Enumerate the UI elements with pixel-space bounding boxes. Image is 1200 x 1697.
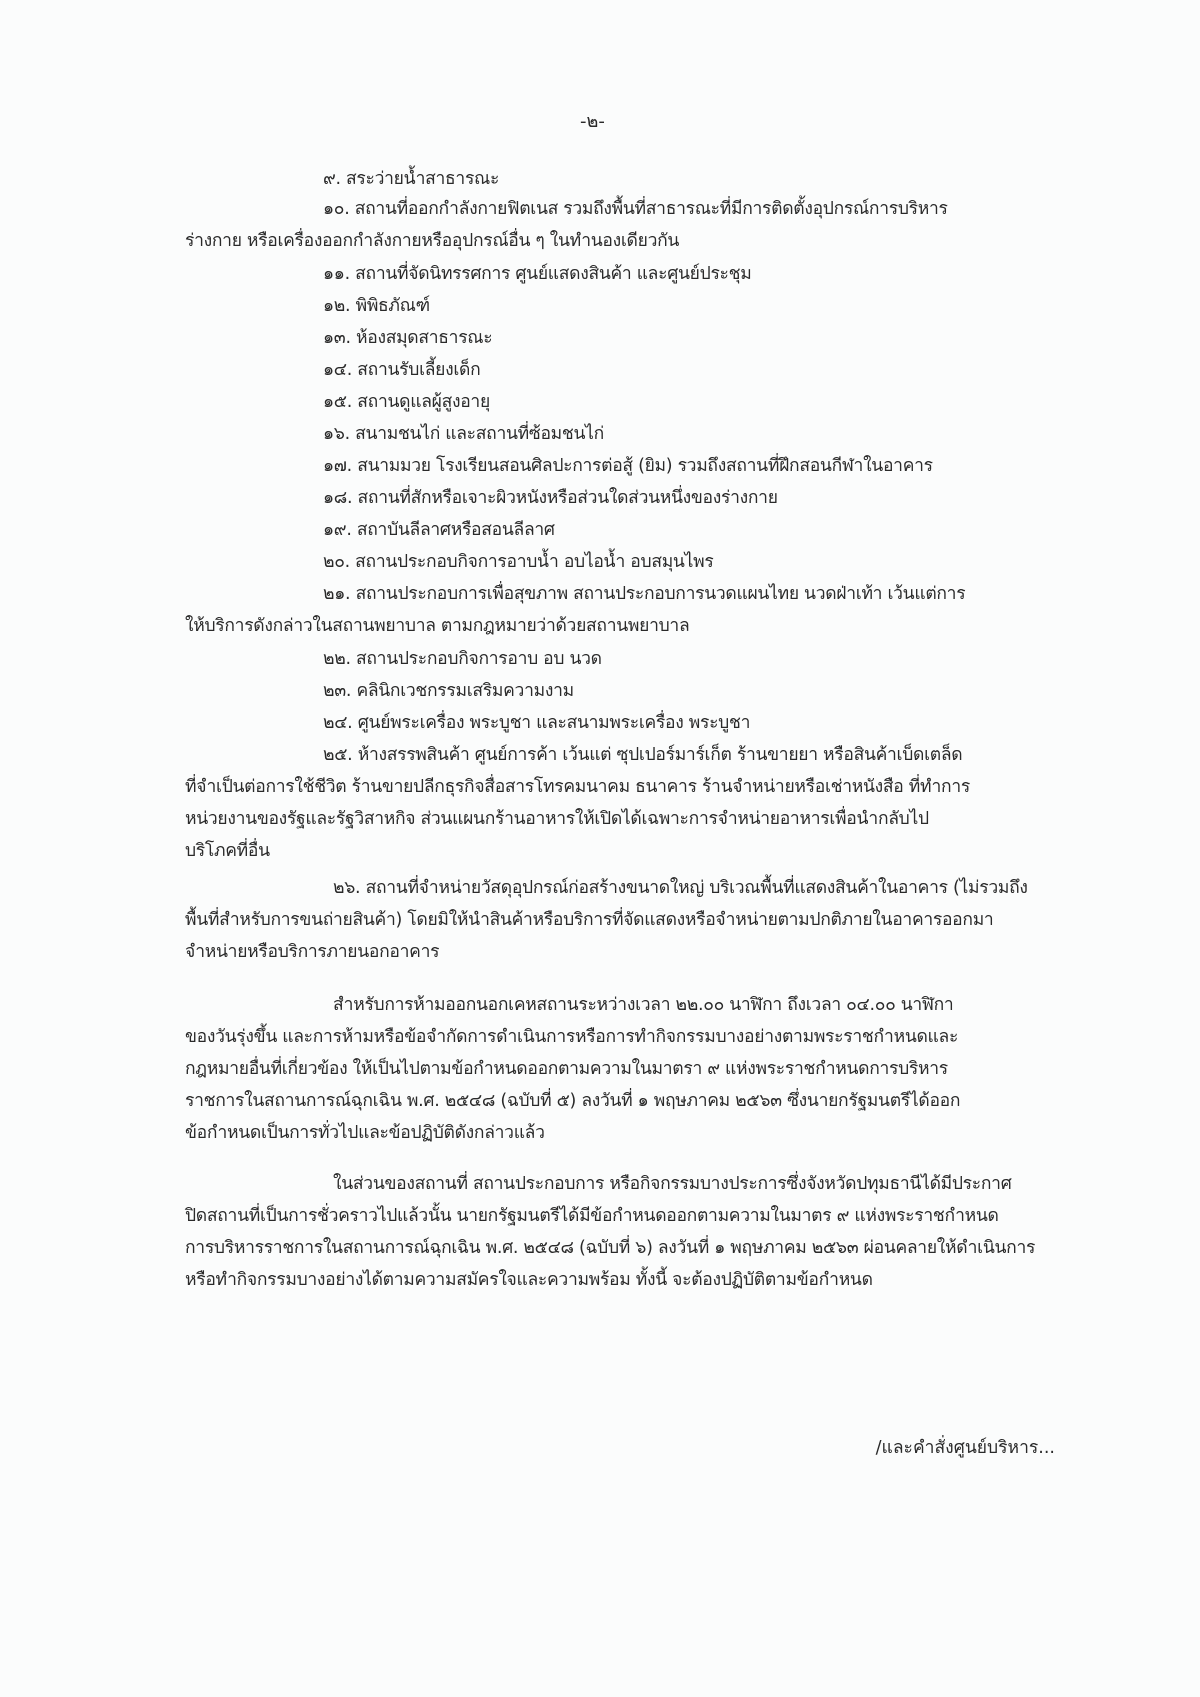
list-item-continuation: หน่วยงานของรัฐและรัฐวิสาหกิจ ส่วนแผนกร้านอาหารให้เปิดได้เฉพาะการจำหน่ายอาหารเพื่อนำกลับไป bbox=[185, 809, 929, 829]
list-item-continuation: ให้บริการดังกล่าวในสถานพยาบาล ตามกฎหมายว่าด้วยสถานพยาบาล bbox=[185, 616, 690, 636]
list-item: ๑๑. สถานที่จัดนิทรรศการ ศูนย์แสดงสินค้า และศูนย์ประชุม bbox=[323, 264, 752, 284]
paragraph-line: ข้อกำหนดเป็นการทั่วไปและข้อปฏิบัติดังกล่าวแล้ว bbox=[185, 1123, 545, 1143]
paragraph-line: สำหรับการห้ามออกนอกเคหสถานระหว่างเวลา ๒๒.๐๐ นาฬิกา ถึงเวลา ๐๔.๐๐ นาฬิกา bbox=[333, 995, 954, 1015]
list-item: ๙. สระว่ายน้ำสาธารณะ bbox=[323, 169, 500, 189]
paragraph-line: ในส่วนของสถานที่ สถานประกอบการ หรือกิจกรรมบางประการซึ่งจังหวัดปทุมธานีได้มีประกาศ bbox=[333, 1174, 1012, 1194]
list-item: ๑๘. สถานที่สักหรือเจาะผิวหนังหรือส่วนใดส่วนหนึ่งของร่างกาย bbox=[323, 488, 778, 508]
continuation-note: /และคำสั่งศูนย์บริหาร... bbox=[875, 1438, 1055, 1458]
list-item: ๒๒. สถานประกอบกิจการอาบ อบ นวด bbox=[323, 649, 602, 669]
list-item: ๑๕. สถานดูแลผู้สูงอายุ bbox=[323, 392, 490, 412]
paragraph-line: กฎหมายอื่นที่เกี่ยวข้อง ให้เป็นไปตามข้อกำหนดออกตามความในมาตรา ๙ แห่งพระราชกำหนดการบริหาร bbox=[185, 1059, 948, 1079]
list-item: ๑๙. สถาบันลีลาศหรือสอนลีลาศ bbox=[323, 520, 555, 540]
paragraph-line: ราชการในสถานการณ์ฉุกเฉิน พ.ศ. ๒๕๔๘ (ฉบับที่ ๕) ลงวันที่ ๑ พฤษภาคม ๒๕๖๓ ซึ่งนายกรัฐมนตรีได้ออก bbox=[185, 1091, 961, 1111]
list-item: ๒๓. คลินิกเวชกรรมเสริมความงาม bbox=[323, 681, 574, 701]
list-item-continuation: บริโภคที่อื่น bbox=[185, 841, 270, 861]
paragraph-line: ของวันรุ่งขึ้น และการห้ามหรือข้อจำกัดการดำเนินการหรือการทำกิจกรรมบางอย่างตามพระราชกำหนดและ bbox=[185, 1027, 959, 1047]
list-item: ๑๔. สถานรับเลี้ยงเด็ก bbox=[323, 360, 481, 380]
page-number: -๒- bbox=[580, 111, 605, 132]
paragraph-line: ปิดสถานที่เป็นการชั่วคราวไปแล้วนั้น นายกรัฐมนตรีได้มีข้อกำหนดออกตามความในมาตร ๙ แห่งพระราชกำหนด bbox=[185, 1206, 999, 1226]
list-item: ๒๖. สถานที่จำหน่ายวัสดุอุปกรณ์ก่อสร้างขนาดใหญ่ บริเวณพื้นที่แสดงสินค้าในอาคาร (ไม่รวมถึง bbox=[333, 878, 1028, 898]
list-item: ๒๑. สถานประกอบการเพื่อสุขภาพ สถานประกอบการนวดแผนไทย นวดฝ่าเท้า เว้นแต่การ bbox=[323, 584, 966, 604]
list-item: ๒๐. สถานประกอบกิจการอาบน้ำ อบไอน้ำ อบสมุนไพร bbox=[323, 552, 714, 572]
paragraph-line: การบริหารราชการในสถานการณ์ฉุกเฉิน พ.ศ. ๒๕๔๘ (ฉบับที่ ๖) ลงวันที่ ๑ พฤษภาคม ๒๕๖๓ ผ่อนคลายให้ดำเนินการ bbox=[185, 1238, 1036, 1258]
paragraph-line: หรือทำกิจกรรมบางอย่างได้ตามความสมัครใจและความพร้อม ทั้งนี้ จะต้องปฏิบัติตามข้อกำหนด bbox=[185, 1270, 873, 1290]
list-item-continuation: ร่างกาย หรือเครื่องออกกำลังกายหรืออุปกรณ์อื่น ๆ ในทำนองเดียวกัน bbox=[185, 231, 680, 251]
list-item: ๑๖. สนามชนไก่ และสถานที่ซ้อมชนไก่ bbox=[323, 424, 604, 444]
list-item: ๑๐. สถานที่ออกกำลังกายฟิตเนส รวมถึงพื้นที่สาธารณะที่มีการติดตั้งอุปกรณ์การบริหาร bbox=[323, 199, 948, 219]
list-item: ๒๕. ห้างสรรพสินค้า ศูนย์การค้า เว้นแต่ ซุปเปอร์มาร์เก็ต ร้านขายยา หรือสินค้าเบ็ดเตล็ด bbox=[323, 745, 963, 765]
list-item: ๑๓. ห้องสมุดสาธารณะ bbox=[323, 328, 493, 348]
list-item: ๑๗. สนามมวย โรงเรียนสอนศิลปะการต่อสู้ (ยิม) รวมถึงสถานที่ฝึกสอนกีฬาในอาคาร bbox=[323, 456, 933, 476]
list-item-continuation: ที่จำเป็นต่อการใช้ชีวิต ร้านขายปลีกธุรกิจสื่อสารโทรคมนาคม ธนาคาร ร้านจำหน่ายหรือเช่าหนังสือ ที่ทำการ bbox=[185, 777, 970, 797]
list-item: ๑๒. พิพิธภัณฑ์ bbox=[323, 296, 430, 316]
list-item-continuation: จำหน่ายหรือบริการภายนอกอาคาร bbox=[185, 942, 440, 962]
list-item: ๒๔. ศูนย์พระเครื่อง พระบูชา และสนามพระเครื่อง พระบูชา bbox=[323, 713, 751, 733]
list-item-continuation: พื้นที่สำหรับการขนถ่ายสินค้า) โดยมิให้นำสินค้าหรือบริการที่จัดแสดงหรือจำหน่ายตามปกติภายในอาคารออกมา bbox=[185, 910, 994, 930]
